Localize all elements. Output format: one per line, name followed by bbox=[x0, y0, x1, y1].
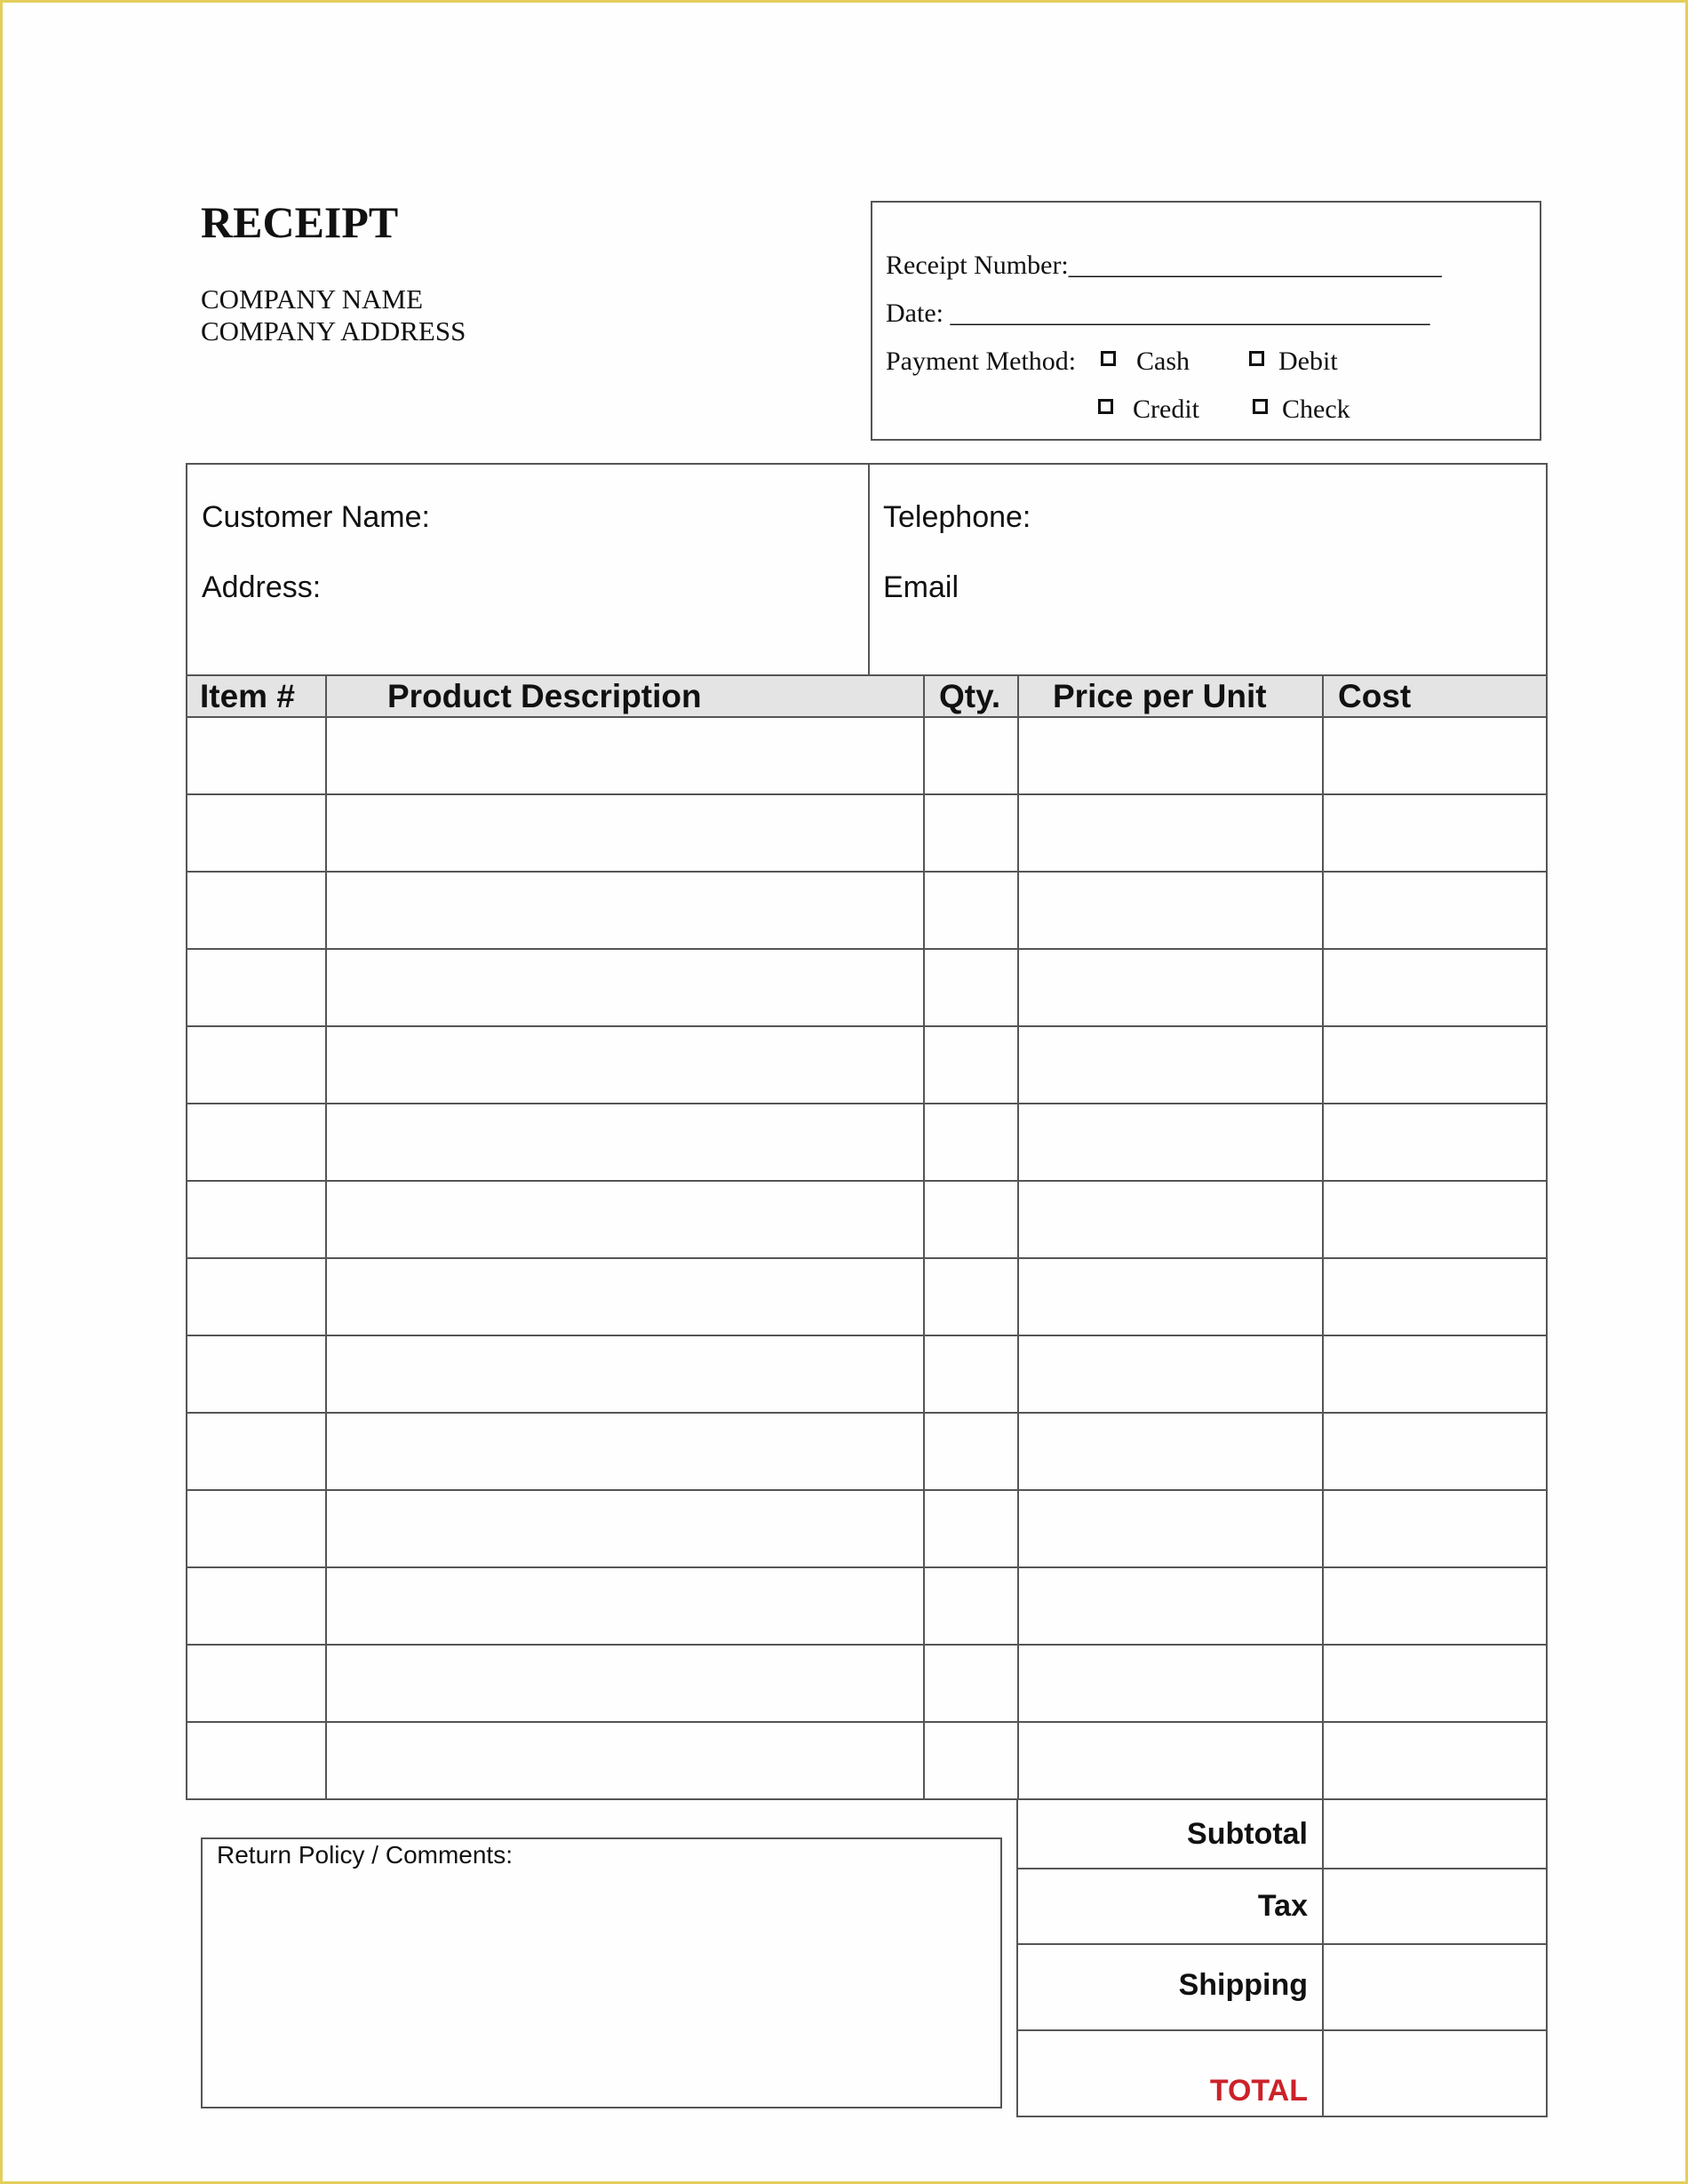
receipt-number-blank: ____________________________ bbox=[1068, 251, 1442, 280]
cash-label: Cash bbox=[1136, 347, 1190, 376]
item-number-cell[interactable] bbox=[187, 1413, 326, 1490]
shipping-value-cell[interactable] bbox=[1323, 1944, 1547, 2030]
total-row bbox=[1017, 2030, 1547, 2116]
check-label: Check bbox=[1282, 395, 1350, 424]
cost-cell[interactable] bbox=[1323, 794, 1547, 872]
tax-row bbox=[1017, 1869, 1547, 1944]
table-row bbox=[187, 1722, 1547, 1799]
table-row bbox=[187, 1104, 1547, 1181]
header-qty: Qty. bbox=[924, 675, 1018, 717]
price-cell[interactable] bbox=[1018, 1026, 1323, 1104]
price-cell[interactable] bbox=[1018, 1413, 1323, 1490]
comments-label: Return Policy / Comments: bbox=[217, 1841, 513, 1869]
table-row bbox=[187, 1490, 1547, 1567]
description-cell[interactable] bbox=[326, 1567, 924, 1645]
description-cell[interactable] bbox=[326, 1645, 924, 1722]
description-cell[interactable] bbox=[326, 1181, 924, 1258]
tax-label: Tax bbox=[1017, 1869, 1323, 1944]
description-cell[interactable] bbox=[326, 1104, 924, 1181]
cost-cell[interactable] bbox=[1323, 1722, 1547, 1799]
table-row bbox=[187, 1181, 1547, 1258]
qty-cell[interactable] bbox=[924, 1104, 1018, 1181]
qty-cell[interactable] bbox=[924, 794, 1018, 872]
price-cell[interactable] bbox=[1018, 717, 1323, 794]
company-name: COMPANY NAME bbox=[201, 283, 424, 315]
address-label: Address: bbox=[202, 570, 322, 604]
cost-cell[interactable] bbox=[1323, 1104, 1547, 1181]
customer-box-divider bbox=[868, 465, 870, 674]
items-body bbox=[187, 717, 1547, 1799]
cost-cell[interactable] bbox=[1323, 1335, 1547, 1413]
item-number-cell[interactable] bbox=[187, 1645, 326, 1722]
total-value-cell[interactable] bbox=[1323, 2030, 1547, 2116]
debit-label: Debit bbox=[1278, 347, 1338, 376]
description-cell[interactable] bbox=[326, 1258, 924, 1335]
table-row bbox=[187, 872, 1547, 949]
qty-cell[interactable] bbox=[924, 1645, 1018, 1722]
table-row bbox=[187, 1413, 1547, 1490]
total-label: TOTAL bbox=[1017, 2030, 1323, 2116]
totals-table bbox=[1016, 1798, 1548, 2117]
receipt-title: RECEIPT bbox=[201, 197, 399, 247]
table-row bbox=[187, 794, 1547, 872]
company-address: COMPANY ADDRESS bbox=[201, 315, 466, 347]
payment-method-label: Payment Method: bbox=[886, 347, 1077, 376]
header-price-per-unit: Price per Unit bbox=[1018, 675, 1323, 717]
item-number-cell[interactable] bbox=[187, 949, 326, 1026]
price-cell[interactable] bbox=[1018, 1258, 1323, 1335]
customer-info-box bbox=[186, 463, 1548, 676]
subtotal-row bbox=[1017, 1799, 1547, 1869]
item-number-cell[interactable] bbox=[187, 1335, 326, 1413]
item-number-cell[interactable] bbox=[187, 794, 326, 872]
item-number-cell[interactable] bbox=[187, 1258, 326, 1335]
shipping-row bbox=[1017, 1944, 1547, 2030]
table-row bbox=[187, 1645, 1547, 1722]
price-cell[interactable] bbox=[1018, 794, 1323, 872]
qty-cell[interactable] bbox=[924, 872, 1018, 949]
price-cell[interactable] bbox=[1018, 1645, 1323, 1722]
table-row bbox=[187, 1335, 1547, 1413]
qty-cell[interactable] bbox=[924, 1258, 1018, 1335]
cost-cell[interactable] bbox=[1323, 1413, 1547, 1490]
price-cell[interactable] bbox=[1018, 1335, 1323, 1413]
receipt-number-label: Receipt Number: bbox=[886, 251, 1069, 280]
cost-cell[interactable] bbox=[1323, 1026, 1547, 1104]
cost-cell[interactable] bbox=[1323, 1567, 1547, 1645]
credit-checkbox[interactable] bbox=[1098, 399, 1113, 414]
header-product-description: Product Description bbox=[326, 675, 924, 717]
table-row bbox=[187, 1026, 1547, 1104]
check-checkbox[interactable] bbox=[1253, 399, 1268, 414]
qty-cell[interactable] bbox=[924, 1413, 1018, 1490]
items-table bbox=[186, 674, 1548, 1800]
table-row bbox=[187, 949, 1547, 1026]
description-cell[interactable] bbox=[326, 1413, 924, 1490]
receipt-info-box bbox=[871, 201, 1541, 441]
items-header-row bbox=[187, 675, 1547, 717]
header-item-number: Item # bbox=[187, 675, 326, 717]
price-cell[interactable] bbox=[1018, 1490, 1323, 1567]
cost-cell[interactable] bbox=[1323, 1181, 1547, 1258]
description-cell[interactable] bbox=[326, 1335, 924, 1413]
description-cell[interactable] bbox=[326, 1490, 924, 1567]
description-cell[interactable] bbox=[326, 949, 924, 1026]
price-cell[interactable] bbox=[1018, 872, 1323, 949]
cost-cell[interactable] bbox=[1323, 1490, 1547, 1567]
description-cell[interactable] bbox=[326, 1026, 924, 1104]
telephone-label: Telephone: bbox=[883, 500, 1031, 534]
item-number-cell[interactable] bbox=[187, 1490, 326, 1567]
qty-cell[interactable] bbox=[924, 1490, 1018, 1567]
qty-cell[interactable] bbox=[924, 1181, 1018, 1258]
item-number-cell[interactable] bbox=[187, 1567, 326, 1645]
price-cell[interactable] bbox=[1018, 1104, 1323, 1181]
cost-cell[interactable] bbox=[1323, 872, 1547, 949]
qty-cell[interactable] bbox=[924, 1335, 1018, 1413]
description-cell[interactable] bbox=[326, 1722, 924, 1799]
table-row bbox=[187, 717, 1547, 794]
price-cell[interactable] bbox=[1018, 1567, 1323, 1645]
description-cell[interactable] bbox=[326, 872, 924, 949]
customer-name-label: Customer Name: bbox=[202, 500, 430, 534]
item-number-cell[interactable] bbox=[187, 717, 326, 794]
cost-cell[interactable] bbox=[1323, 1258, 1547, 1335]
item-number-cell[interactable] bbox=[187, 1026, 326, 1104]
item-number-cell[interactable] bbox=[187, 1104, 326, 1181]
description-cell[interactable] bbox=[326, 794, 924, 872]
qty-cell[interactable] bbox=[924, 717, 1018, 794]
subtotal-label: Subtotal bbox=[1017, 1799, 1323, 1869]
subtotal-value-cell[interactable] bbox=[1323, 1799, 1547, 1869]
cash-checkbox[interactable] bbox=[1101, 351, 1116, 366]
table-row bbox=[187, 1258, 1547, 1335]
debit-checkbox[interactable] bbox=[1249, 351, 1264, 366]
shipping-label: Shipping bbox=[1017, 1944, 1323, 2030]
qty-cell[interactable] bbox=[924, 1567, 1018, 1645]
cost-cell[interactable] bbox=[1323, 1645, 1547, 1722]
comments-box[interactable] bbox=[201, 1837, 1002, 2108]
item-number-cell[interactable] bbox=[187, 1722, 326, 1799]
email-label: Email bbox=[883, 570, 959, 604]
item-number-cell[interactable] bbox=[187, 1181, 326, 1258]
credit-label: Credit bbox=[1133, 395, 1199, 424]
qty-cell[interactable] bbox=[924, 949, 1018, 1026]
date-blank: ____________________________________ bbox=[950, 299, 1430, 328]
description-cell[interactable] bbox=[326, 717, 924, 794]
table-row bbox=[187, 1567, 1547, 1645]
date-label: Date: bbox=[886, 299, 944, 328]
qty-cell[interactable] bbox=[924, 1026, 1018, 1104]
tax-value-cell[interactable] bbox=[1323, 1869, 1547, 1944]
date-field[interactable] bbox=[886, 300, 1429, 327]
qty-cell[interactable] bbox=[924, 1722, 1018, 1799]
cost-cell[interactable] bbox=[1323, 717, 1547, 794]
item-number-cell[interactable] bbox=[187, 872, 326, 949]
price-cell[interactable] bbox=[1018, 949, 1323, 1026]
price-cell[interactable] bbox=[1018, 1722, 1323, 1799]
cost-cell[interactable] bbox=[1323, 949, 1547, 1026]
price-cell[interactable] bbox=[1018, 1181, 1323, 1258]
header-cost: Cost bbox=[1323, 675, 1547, 717]
receipt-number-field[interactable] bbox=[886, 252, 1442, 279]
